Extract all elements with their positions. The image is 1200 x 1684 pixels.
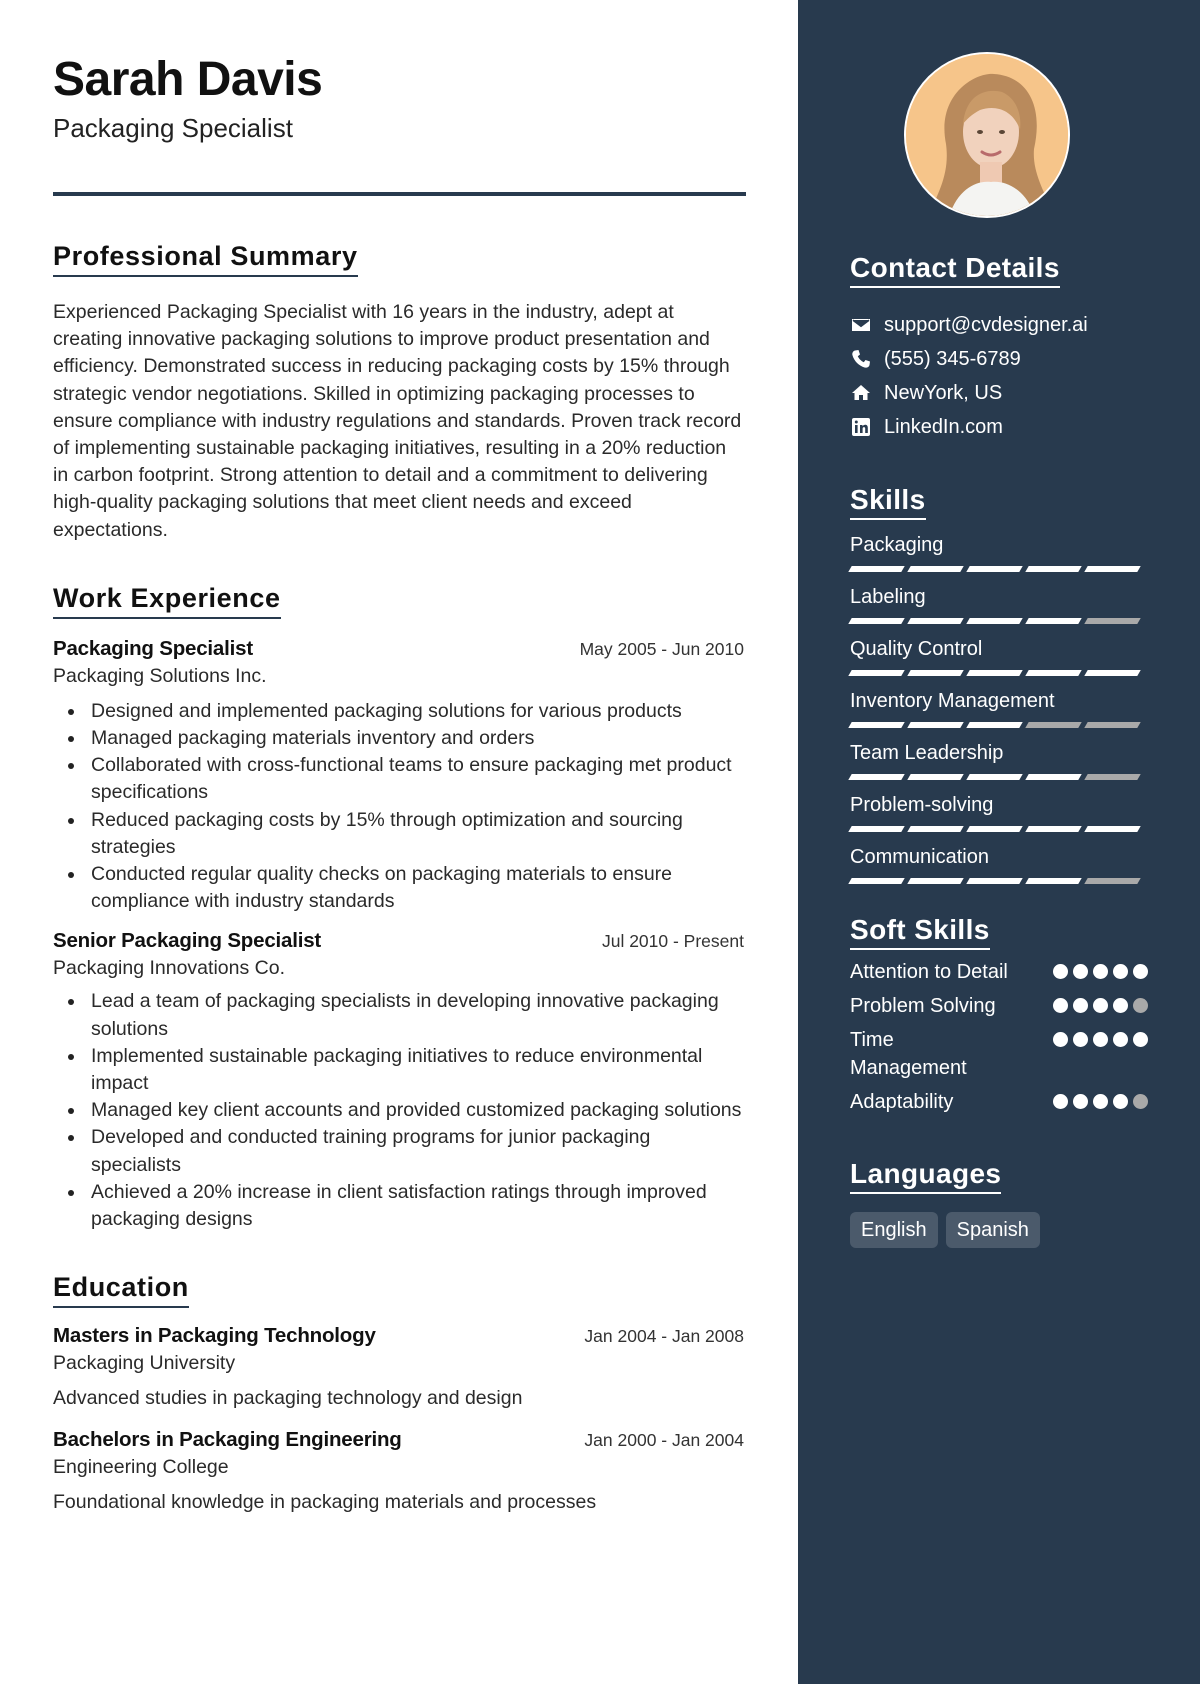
soft-skills-list xyxy=(850,958,1148,1116)
job-title: Senior Packaging Specialist xyxy=(53,929,322,953)
skill-level-bar xyxy=(850,566,1148,572)
skill-item xyxy=(850,688,1148,728)
skill-item xyxy=(850,584,1148,624)
skill-level-bar xyxy=(850,826,1148,832)
rating-dot xyxy=(1093,1094,1108,1109)
degree-title: Masters in Packaging Technology xyxy=(53,1324,376,1348)
skill-level-segment xyxy=(848,826,904,832)
job-date: Jul 2010 - Present xyxy=(601,931,744,952)
contact-email[interactable] xyxy=(850,308,1148,342)
education-date: Jan 2000 - Jan 2004 xyxy=(584,1430,744,1451)
soft-skill-rating xyxy=(1053,964,1148,979)
contact-phone[interactable] xyxy=(850,342,1148,376)
job-company: Packaging Innovations Co. xyxy=(53,957,285,980)
contact-section xyxy=(850,252,1148,444)
list-item: Collaborated with cross-functional teams to ensure packaging met product specifications xyxy=(53,752,744,806)
portrait-illustration xyxy=(906,54,1070,218)
list-item: Managed key client accounts and provided customized packaging solutions xyxy=(53,1097,744,1124)
home-icon xyxy=(850,382,872,404)
section-heading: Skills xyxy=(850,484,926,520)
skill-level-segment xyxy=(966,670,1022,676)
rating-dot xyxy=(1053,964,1068,979)
contact-linkedin[interactable] xyxy=(850,410,1148,444)
rating-dot xyxy=(1113,1094,1128,1109)
skill-label: Labeling xyxy=(850,586,926,608)
sidebar xyxy=(798,0,1200,1684)
rating-dot xyxy=(1133,998,1148,1013)
skill-level-segment xyxy=(1025,566,1081,572)
rating-dot xyxy=(1113,1032,1128,1047)
phone-icon xyxy=(850,348,872,370)
job-date: May 2005 - Jun 2010 xyxy=(579,638,744,659)
rating-dot xyxy=(1093,1032,1108,1047)
rating-dot xyxy=(1133,1094,1148,1109)
contact-email-text: support@cvdesigner.ai xyxy=(884,313,1088,336)
language-tag: Spanish xyxy=(946,1212,1040,1248)
skill-level-bar xyxy=(850,722,1148,728)
list-item: Managed packaging materials inventory and orders xyxy=(53,725,744,752)
skill-label: Team Leadership xyxy=(850,742,1004,764)
section-heading: Work Experience xyxy=(53,582,281,619)
rating-dot xyxy=(1073,964,1088,979)
rating-dot xyxy=(1133,1032,1148,1047)
skill-level-bar xyxy=(850,670,1148,676)
job-entry xyxy=(53,929,744,1233)
skill-level-segment xyxy=(848,774,904,780)
rating-dot xyxy=(1073,998,1088,1013)
section-heading: Professional Summary xyxy=(53,240,358,277)
skill-level-segment xyxy=(1025,826,1081,832)
list-item: Developed and conducted training programs for junior packaging specialists xyxy=(53,1124,744,1178)
contact-location-text: NewYork, US xyxy=(884,381,1003,404)
skill-item xyxy=(850,636,1148,676)
list-item: Lead a team of packaging specialists in developing innovative packaging solutions xyxy=(53,988,744,1042)
skills-section xyxy=(850,484,1148,884)
rating-dot xyxy=(1073,1032,1088,1047)
skill-label: Packaging xyxy=(850,534,944,556)
skill-level-segment xyxy=(1084,878,1140,884)
skill-level-segment xyxy=(1084,618,1140,624)
skill-level-segment xyxy=(1025,878,1081,884)
soft-skill-item xyxy=(850,1088,1148,1116)
education-description: Foundational knowledge in packaging materials and processes xyxy=(53,1491,597,1514)
rating-dot xyxy=(1113,964,1128,979)
skill-level-segment xyxy=(907,774,963,780)
soft-skill-label: Adaptability xyxy=(850,1091,954,1113)
skill-level-segment xyxy=(966,774,1022,780)
skill-level-segment xyxy=(1084,826,1140,832)
profile-photo xyxy=(904,52,1070,218)
skill-label: Quality Control xyxy=(850,638,983,660)
skill-level-segment xyxy=(966,722,1022,728)
soft-skill-item xyxy=(850,1026,1148,1082)
skill-level-bar xyxy=(850,618,1148,624)
skill-level-segment xyxy=(966,566,1022,572)
language-tag: English xyxy=(850,1212,938,1248)
linkedin-icon xyxy=(850,416,872,438)
skill-level-segment xyxy=(1025,774,1081,780)
skill-label: Inventory Management xyxy=(850,690,1055,712)
languages-section xyxy=(850,1158,1148,1248)
skill-level-segment xyxy=(848,566,904,572)
skill-level-segment xyxy=(1025,670,1081,676)
section-heading: Soft Skills xyxy=(850,914,990,950)
soft-skill-label: Attention to Detail xyxy=(850,961,1008,983)
job-entry xyxy=(53,637,744,916)
skill-level-segment xyxy=(1084,566,1140,572)
degree-title: Bachelors in Packaging Engineering xyxy=(53,1428,402,1452)
list-item: Conducted regular quality checks on packaging materials to ensure compliance with industry standards xyxy=(53,861,744,915)
soft-skill-item xyxy=(850,958,1148,986)
skill-level-segment xyxy=(907,566,963,572)
rating-dot xyxy=(1093,998,1108,1013)
skills-list xyxy=(850,532,1148,884)
skill-item xyxy=(850,532,1148,572)
skill-item xyxy=(850,844,1148,884)
skill-level-segment xyxy=(907,826,963,832)
skill-level-segment xyxy=(907,618,963,624)
contact-phone-text: (555) 345-6789 xyxy=(884,347,1021,370)
soft-skill-rating xyxy=(1053,998,1148,1013)
skill-level-segment xyxy=(1084,722,1140,728)
section-heading: Contact Details xyxy=(850,252,1060,288)
education-entry xyxy=(53,1324,744,1410)
skill-level-segment xyxy=(966,826,1022,832)
skill-level-bar xyxy=(850,878,1148,884)
list-item: Achieved a 20% increase in client satisfaction ratings through improved packaging designs xyxy=(53,1179,744,1233)
job-bullets xyxy=(53,988,744,1233)
skill-level-segment xyxy=(907,670,963,676)
skill-item xyxy=(850,740,1148,780)
education-date: Jan 2004 - Jan 2008 xyxy=(584,1326,744,1347)
rating-dot xyxy=(1133,964,1148,979)
rating-dot xyxy=(1113,998,1128,1013)
skill-level-bar xyxy=(850,774,1148,780)
job-title: Packaging Specialist xyxy=(53,636,253,660)
candidate-title: Packaging Specialist xyxy=(53,113,293,143)
languages-list xyxy=(850,1212,1148,1248)
skill-level-segment xyxy=(1084,670,1140,676)
skill-level-segment xyxy=(966,878,1022,884)
candidate-name: Sarah Davis xyxy=(53,53,323,106)
skill-level-segment xyxy=(907,722,963,728)
skill-label: Problem-solving xyxy=(850,794,994,816)
skill-level-segment xyxy=(848,722,904,728)
job-bullets xyxy=(53,698,744,916)
list-item: Reduced packaging costs by 15% through optimization and sourcing strategies xyxy=(53,807,744,861)
section-heading: Languages xyxy=(850,1158,1001,1194)
rating-dot xyxy=(1053,998,1068,1013)
skill-level-segment xyxy=(1084,774,1140,780)
skill-level-segment xyxy=(1025,618,1081,624)
envelope-icon xyxy=(850,314,872,336)
section-heading: Education xyxy=(53,1271,189,1308)
job-company: Packaging Solutions Inc. xyxy=(53,664,267,687)
rating-dot xyxy=(1053,1032,1068,1047)
soft-skills-section xyxy=(850,914,1148,1116)
summary-text: Experienced Packaging Specialist with 16 years in the industry, adept at creating innovative packaging solutions to improve product presentation and efficiency. Demonstrated success in reducing packaging costs by 15% through strategic vendor negotiations. Skilled in optimizing packaging processes to ensure compliance with industry regulations and standards. Proven track record of implementing sustainable packaging initiatives, resulting in a 20% reduction in carbon footprint. Strong attention to detail and a commitment to delivering high-quality packaging solutions that meet client needs and exceed expectations. xyxy=(53,301,742,541)
education-entry xyxy=(53,1428,744,1514)
summary-section xyxy=(53,240,744,544)
soft-skill-label: Time Management xyxy=(850,1029,967,1079)
soft-skill-item xyxy=(850,992,1148,1020)
list-item: Implemented sustainable packaging initiatives to reduce environmental impact xyxy=(53,1043,744,1097)
skill-level-segment xyxy=(1025,722,1081,728)
skill-label: Communication xyxy=(850,846,989,868)
skill-level-segment xyxy=(848,878,904,884)
header-divider xyxy=(53,192,746,196)
skill-level-segment xyxy=(966,618,1022,624)
experience-section xyxy=(53,582,744,1233)
contact-location xyxy=(850,376,1148,410)
soft-skill-rating xyxy=(1053,1094,1148,1109)
list-item: Designed and implemented packaging solutions for various products xyxy=(53,698,744,725)
rating-dot xyxy=(1093,964,1108,979)
skill-level-segment xyxy=(848,670,904,676)
skill-item xyxy=(850,792,1148,832)
contact-linkedin-text: LinkedIn.com xyxy=(884,415,1003,438)
school-name: Engineering College xyxy=(53,1456,229,1479)
skill-level-segment xyxy=(848,618,904,624)
rating-dot xyxy=(1073,1094,1088,1109)
rating-dot xyxy=(1053,1094,1068,1109)
soft-skill-label: Problem Solving xyxy=(850,995,996,1017)
soft-skill-rating xyxy=(1053,1032,1148,1047)
education-section xyxy=(53,1271,744,1514)
skill-level-segment xyxy=(907,878,963,884)
education-description: Advanced studies in packaging technology and design xyxy=(53,1387,523,1410)
school-name: Packaging University xyxy=(53,1352,236,1375)
